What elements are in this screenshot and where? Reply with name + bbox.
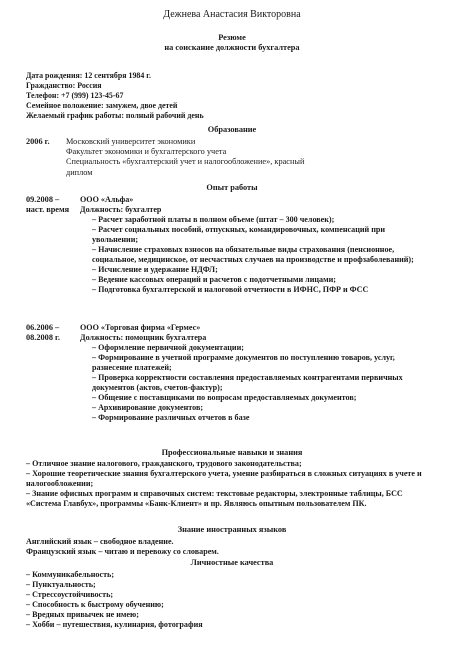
job-1-task: – Ведение кассовых операций и расчетов с подотчетными лицами; <box>92 274 336 284</box>
job-1-body <box>80 195 420 295</box>
languages-list <box>26 537 422 557</box>
language-item: Английский язык – свободное владение. <box>26 537 174 546</box>
quality-item: – Стрессоустойчивость; <box>26 590 114 600</box>
qualities-heading: Личностные качества <box>190 558 274 567</box>
quality-item: – Пунктуальность; <box>26 580 96 590</box>
university: Московский университет экономики <box>66 137 196 146</box>
skills-heading: Профессиональные навыки и знания <box>161 448 303 457</box>
job-2-company: ООО «Торговая фирма «Гермес» <box>80 323 201 332</box>
quality-item: – Коммуникабельность; <box>26 570 115 579</box>
skill-item: – Хорошие теоретические знания бухгалтерского учета, умение разбираться в сложных ситуациях в учете и налогообложении; <box>26 469 422 489</box>
languages-heading: Знание иностранных языков <box>177 525 287 534</box>
job-1-task: – Расчет заработной платы в полном объеме (штат – 300 человек); <box>92 214 335 224</box>
education-details <box>66 137 406 178</box>
qualities-list <box>26 570 422 631</box>
phone: Телефон: +7 (999) 123-45-67 <box>26 91 124 100</box>
education-year: 2006 г. <box>26 137 50 146</box>
language-item: Французский язык – читаю и перевожу со словарем. <box>26 547 219 557</box>
job-1-task: – Подготовка бухгалтерской и налоговой отчетности в ИФНС, ПФР и ФСС <box>92 284 369 294</box>
job-2-task: – Формирование в учетной программе документов по поступлению товаров, услуг, разнесение платежей; <box>92 352 395 372</box>
personal-info <box>26 71 204 121</box>
job-1-task: – Расчет социальных пособий, отпускных, командировочных, компенсаций при увольнении; <box>92 224 386 244</box>
job-2-task: – Архивирование документов; <box>92 402 204 412</box>
experience-heading: Опыт работы <box>206 183 258 192</box>
job-1-dates <box>26 195 69 215</box>
faculty: Факультет экономики и бухгалтерского учета <box>66 147 227 157</box>
job-2-body <box>80 323 420 423</box>
job-2-end: 08.2008 г. <box>26 333 60 342</box>
document-title: Резюме <box>218 33 246 42</box>
job-1-position: Должность: бухгалтер <box>80 204 162 214</box>
quality-item: – Способность к быстрому обучению; <box>26 600 164 610</box>
job-2-task: – Общение с поставщиками по вопросам предоставляемых документов; <box>92 392 357 402</box>
skill-item: – Отличное знание налогового, гражданского, трудового законодательства; <box>26 459 302 468</box>
candidate-name: Дежнева Анастасия Викторовна <box>163 9 301 20</box>
work-schedule: Желаемый график работы: полный рабочий день <box>26 111 204 120</box>
job-2-task: – Оформление первичной документации; <box>92 342 244 352</box>
job-2-position: Должность: помощник бухгалтера <box>80 332 207 342</box>
skill-item: – Знание офисных программ и справочных систем: текстовые редакторы, электронные таблицы, БСС «Система Главбух», программы «Банк-Клиент» и пр. Являюсь опытным пользователем ПК. <box>26 489 403 509</box>
job-2-task: – Проверка корректности составления предоставляемых контрагентами первичных документов (актов, счетов-фактур); <box>92 372 403 392</box>
birth-date: Дата рождения: 12 сентября 1984 г. <box>26 71 151 80</box>
specialty-cont: диплом <box>66 167 93 177</box>
specialty: Специальность «бухгалтерский учет и налогообложение», красный <box>66 157 305 167</box>
job-1-start: 09.2008 – <box>26 195 60 204</box>
job-1-task: – Исчисление и удержание НДФЛ; <box>92 264 218 274</box>
job-1-end: наст. время <box>26 205 70 214</box>
quality-item: – Хобби – путешествия, кулинария, фотография <box>26 620 203 630</box>
quality-item: – Вредных привычек не имею; <box>26 610 139 620</box>
job-1-task: – Начисление страховых взносов на обязательные виды страхования (пенсионное, социальное, медицинское, от несчастных случаев на производстве и профзаболеваний); <box>92 244 414 264</box>
job-1-company: ООО «Альфа» <box>80 195 134 204</box>
marital-status: Семейное положение: замужем, двое детей <box>26 101 178 110</box>
job-2-start: 06.2006 – <box>26 323 60 332</box>
document-subtitle: на соискание должности бухгалтера <box>164 43 300 52</box>
citizenship: Гражданство: Россия <box>26 81 102 90</box>
skills-list <box>26 459 422 509</box>
job-2-dates <box>26 323 60 343</box>
education-heading: Образование <box>207 125 257 134</box>
job-2-task: – Формирование различных отчетов в базе <box>92 412 250 422</box>
